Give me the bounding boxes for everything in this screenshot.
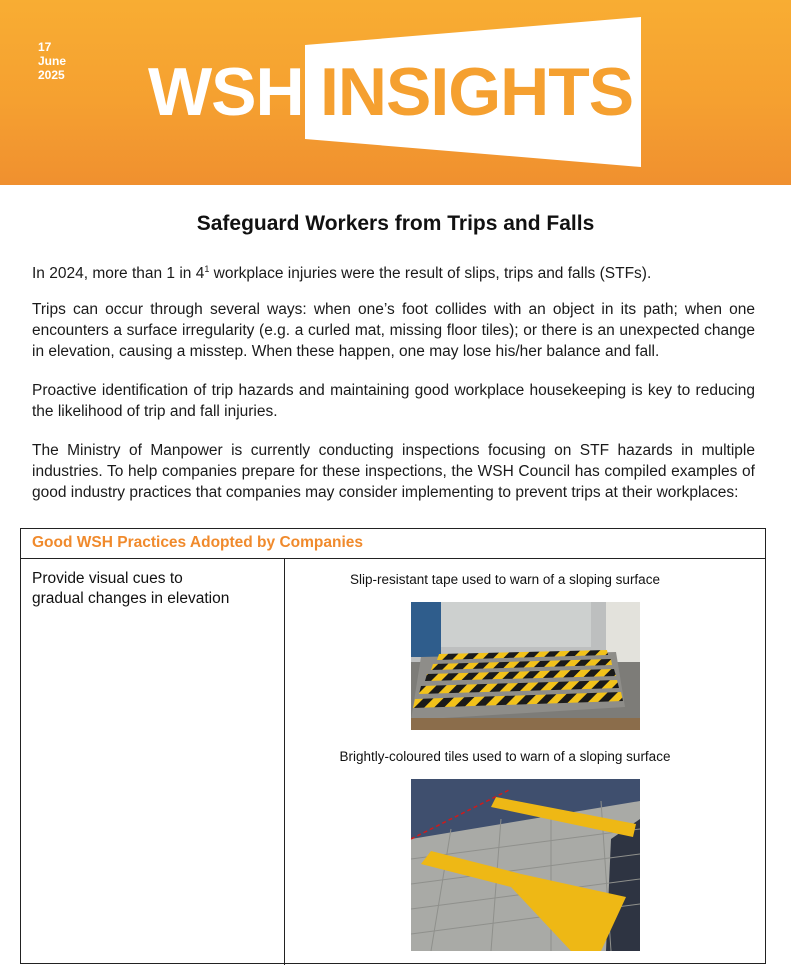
inspection-paragraph: The Ministry of Manpower is currently conducting inspections focusing on STF hazards in multiple industries. To help companies prepare for these inspections, the WSH Council has compiled examples of good industry practices that companies may consider implementing to prevent trips at their workplaces: (32, 442, 755, 501)
issue-date (38, 40, 66, 82)
header-banner (0, 0, 791, 185)
housekeeping-paragraph: Proactive identification of trip hazards and maintaining good workplace housekeeping is key to reducing the likelihood of trip and fall injuries. (32, 382, 755, 420)
date-day: 17 (38, 40, 52, 54)
photo-caption-tiles: Brightly-coloured tiles used to warn of a sloping surface (339, 749, 671, 764)
photo-caption-tape: Slip-resistant tape used to warn of a sloping surface (350, 572, 660, 587)
table-heading-row (21, 529, 765, 559)
practices-table (20, 528, 766, 964)
brand-insights: INSIGHTS (320, 54, 634, 130)
footnote-marker: 1 (204, 264, 210, 274)
page-title: Safeguard Workers from Trips and Falls (196, 212, 595, 235)
table-heading: Good WSH Practices Adopted by Companies (32, 534, 364, 551)
practice-description: Provide visual cues to gradual changes in elevation (32, 570, 230, 607)
intro-text-end: workplace injuries were the result of slips, trips and falls (STFs). (209, 265, 652, 283)
photo-coloured-tiles (411, 779, 640, 951)
date-year: 2025 (38, 68, 65, 82)
brand-wsh: WSH (148, 54, 304, 130)
intro-paragraph (32, 259, 755, 284)
photo-slip-resistant-tape (411, 602, 640, 730)
intro-text: In 2024, more than 1 in 4 (32, 265, 205, 283)
date-month: June (38, 54, 67, 68)
trips-paragraph: Trips can occur through several ways: when one’s foot collides with an object in its path; when one encounters a surface irregularity (e.g. a curled mat, missing floor tiles); or there is an unexpected change in elevation, causing a misstep. When these happen, one may lose his/her balance and fall. (32, 301, 755, 360)
